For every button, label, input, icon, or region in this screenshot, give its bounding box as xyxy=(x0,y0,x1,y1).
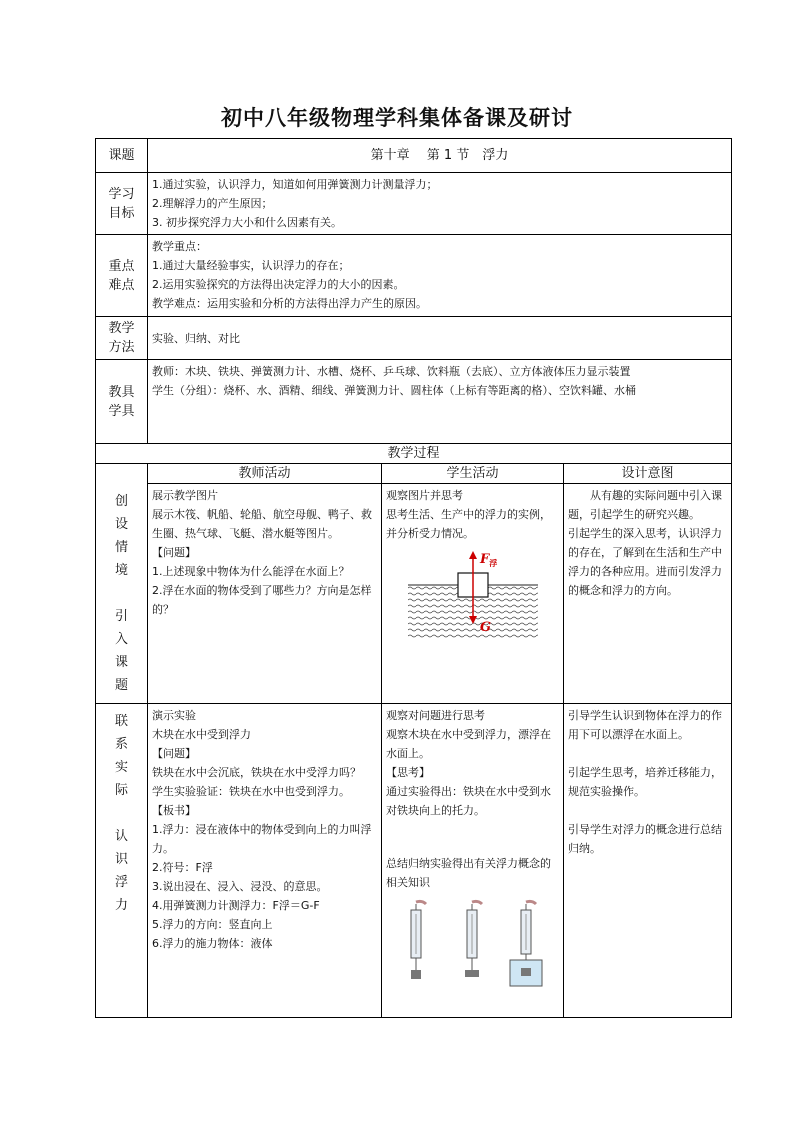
col-intent: 设计意图 xyxy=(564,464,732,484)
section2-teacher xyxy=(148,704,382,1018)
row-process-title xyxy=(96,444,732,464)
section2-label-char: 识 xyxy=(114,852,128,867)
tools-content xyxy=(148,360,732,444)
process-title: 教学过程 xyxy=(96,444,732,464)
teacher-line: 铁块在水中会沉底，铁块在水中受浮力吗？ xyxy=(152,766,361,779)
teacher-line: 1.浮力：浸在液体中的物体受到向上的力叫浮力。 xyxy=(152,823,372,855)
topic-value: 第十章 第 1 节 浮力 xyxy=(148,139,732,173)
teacher-line: 【板书】 xyxy=(152,804,196,817)
student-line: 总结归纳实验得出有关浮力概念的相关知识 xyxy=(386,857,551,889)
methods-value: 实验、归纳、对比 xyxy=(148,317,732,360)
teacher-line: 3.说出浸在、浸入、浸没、的意思。 xyxy=(152,880,328,893)
section1-label-char: 境 xyxy=(114,562,128,578)
section1-label-char: 情 xyxy=(114,539,128,555)
keys-label-text xyxy=(100,257,143,295)
section1-teacher xyxy=(148,484,382,704)
col-teacher: 教师活动 xyxy=(148,464,382,484)
gravity-label: G xyxy=(479,620,491,635)
lesson-plan-table xyxy=(95,138,732,1018)
key-line: 教学难点：运用实验和分析的方法得出浮力产生的原因。 xyxy=(152,297,427,310)
row-tools xyxy=(96,360,732,444)
row-section2 xyxy=(96,704,732,1018)
spring-scale-2 xyxy=(465,901,482,977)
student-line: 观察对问题进行思考 xyxy=(386,709,485,722)
teacher-line: 2.浮在水面的物体受到了哪些力？方向是怎样的？ xyxy=(152,584,372,616)
teacher-line: 展示木筏、帆船、轮船、航空母舰、鸭子、救生圈、热气球、飞艇、潜水艇等图片。 xyxy=(152,508,372,540)
goals-label-part: 目标 xyxy=(108,205,135,221)
teacher-line: 6.浮力的施力物体：液体 xyxy=(152,937,273,950)
header-blank xyxy=(96,464,148,484)
section2-label-char: 浮 xyxy=(114,875,128,890)
student-line: 【思考】 xyxy=(386,766,430,779)
section1-label-char: 引 xyxy=(114,608,128,624)
col-student: 学生活动 xyxy=(382,464,564,484)
teacher-line: 【问题】 xyxy=(152,747,196,760)
teacher-line: 4.用弹簧测力计测浮力：F浮＝G-F xyxy=(152,899,320,912)
teacher-line: 【问题】 xyxy=(152,546,196,559)
section2-label-char: 系 xyxy=(114,737,128,752)
page-title: 初中八年级物理学科集体备课及研讨 xyxy=(221,105,573,130)
section1-label-char: 设 xyxy=(114,516,128,532)
goal-line: 2.理解浮力的产生原因； xyxy=(152,197,273,210)
student-line: 通过实验得出：铁块在水中受到水对铁块向上的托力。 xyxy=(386,785,551,817)
section2-student xyxy=(382,704,564,1018)
goal-line: 1.通过实验，认识浮力，知道如何用弹簧测力计测量浮力； xyxy=(152,178,438,191)
section1-label-char: 题 xyxy=(114,677,128,693)
keys-label-part: 难点 xyxy=(108,277,135,293)
goal-line: 3. 初步探究浮力大小和什么因素有关。 xyxy=(152,216,342,229)
keys-label-part: 重点 xyxy=(108,258,135,274)
teacher-line: 演示实验 xyxy=(152,709,196,722)
section2-label-char: 际 xyxy=(114,783,128,798)
row-column-headers xyxy=(96,464,732,484)
buoyancy-figure xyxy=(408,549,538,641)
methods-label-text xyxy=(100,319,143,357)
teacher-line: 展示教学图片 xyxy=(152,489,218,502)
goals-label-text xyxy=(100,185,143,223)
methods-label-part: 教学 xyxy=(108,321,135,336)
teacher-line: 学生实验验证：铁块在水中也受到浮力。 xyxy=(152,785,350,798)
section2-label-char xyxy=(100,802,143,825)
row-section1 xyxy=(96,484,732,704)
row-methods xyxy=(96,317,732,360)
key-line: 教学重点： xyxy=(152,240,207,253)
intent-line: 引导学生对浮力的概念进行总结归纳。 xyxy=(568,823,722,855)
section1-label-char: 创 xyxy=(114,493,128,509)
key-line: 2.运用实验探究的方法得出决定浮力的大小的因素。 xyxy=(152,278,405,291)
row-keys xyxy=(96,235,732,317)
student-line: 观察木块在水中受到浮力，漂浮在水面上。 xyxy=(386,728,551,760)
goals-content xyxy=(148,173,732,235)
tool-line: 学生（分组）：烧杯、水、酒精、细线、弹簧测力计、圆柱体（上标有等距离的格）、空饮料罐、水桶 xyxy=(152,384,636,397)
keys-label xyxy=(96,235,148,317)
keys-content xyxy=(148,235,732,317)
section1-intent xyxy=(564,484,732,704)
section1-label-char xyxy=(100,582,143,605)
section2-label-char: 联 xyxy=(114,714,128,729)
section2-label-char: 实 xyxy=(114,760,128,775)
section2-label xyxy=(96,704,148,1018)
key-line: 1.通过大量经验事实，认识浮力的存在； xyxy=(152,259,350,272)
teacher-line: 木块在水中受到浮力 xyxy=(152,728,251,741)
tools-label-part: 教具 xyxy=(108,384,135,400)
teacher-line: 1.上述现象中物体为什么能浮在水面上？ xyxy=(152,565,350,578)
section1-label xyxy=(96,484,148,704)
methods-label-part: 方法 xyxy=(108,340,135,355)
spring-scale-1 xyxy=(411,901,426,979)
teacher-line: 5.浮力的方向：竖直向上 xyxy=(152,918,273,931)
section1-label-char: 入 xyxy=(114,631,128,647)
methods-label xyxy=(96,317,148,360)
section1-student xyxy=(382,484,564,704)
row-goals xyxy=(96,173,732,235)
tools-label-part: 学具 xyxy=(108,403,135,419)
row-topic xyxy=(96,139,732,173)
intent-line: 引起学生思考，培养迁移能力，规范实验操作。 xyxy=(568,766,722,798)
teacher-line: 2.符号：F浮 xyxy=(152,861,213,874)
buoyancy-label: $F_浮$ xyxy=(479,552,497,568)
spring-scale-3 xyxy=(510,901,542,986)
spring-scale-figure xyxy=(386,898,558,990)
intent-line: 引导学生认识到物体在浮力的作用下可以漂浮在水面上。 xyxy=(568,709,722,741)
section1-label-char: 课 xyxy=(114,654,128,670)
buoyancy-arrowhead xyxy=(469,551,477,559)
section2-label-char: 认 xyxy=(114,829,128,844)
student-line: 思考生活、生产中的浮力的实例，并分析受力情况。 xyxy=(386,508,551,540)
intent-line: 从有趣的实际问题中引入课题，引起学生的研究兴趣。 xyxy=(568,489,722,521)
section2-intent xyxy=(564,704,732,1018)
tools-label xyxy=(96,360,148,444)
section2-label-char: 力 xyxy=(114,898,128,913)
tools-label-text xyxy=(100,383,143,421)
topic-label: 课题 xyxy=(96,139,148,173)
tool-line: 教师：木块、铁块、弹簧测力计、水槽、烧杯、乒乓球、饮料瓶（去底）、立方体液体压力显示装置 xyxy=(152,365,631,378)
intent-line: 引起学生的深入思考，认识浮力的存在，了解到在生活和生产中浮力的各种应用。进而引发浮力的概念和浮力的方向。 xyxy=(568,527,722,597)
goals-label-part: 学习 xyxy=(108,186,135,202)
student-line: 观察图片并思考 xyxy=(386,489,463,502)
goals-label xyxy=(96,173,148,235)
